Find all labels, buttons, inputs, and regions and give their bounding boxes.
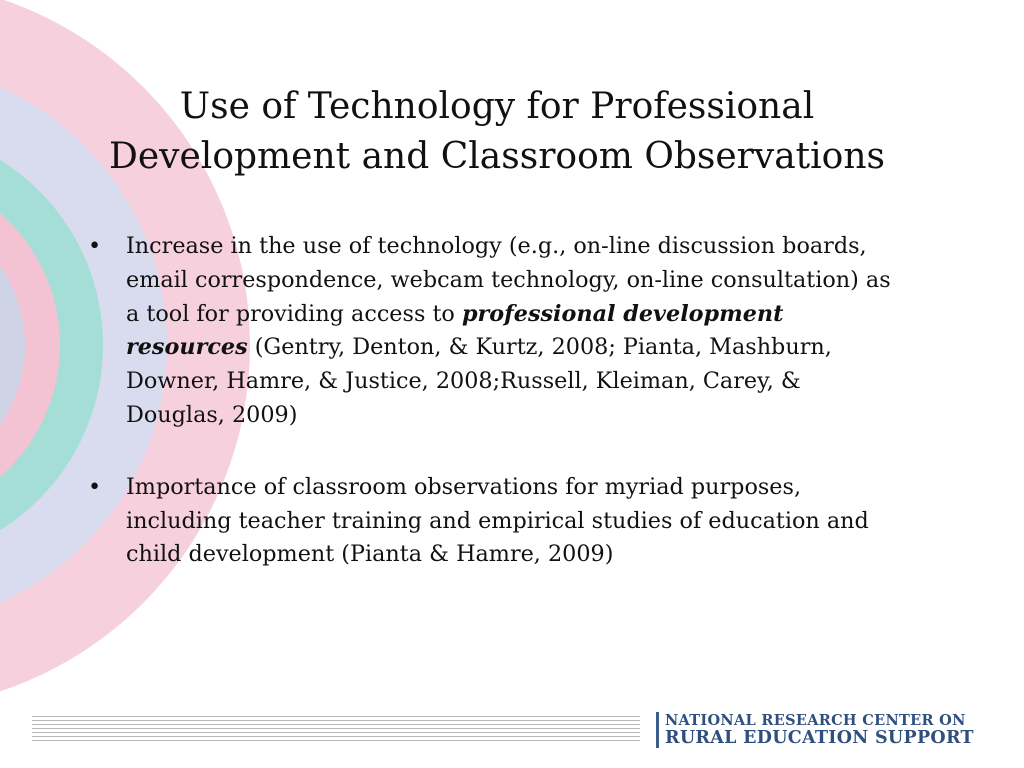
bullet-item-observations — [84, 471, 894, 572]
footer-rule — [32, 720, 640, 721]
bullet-text: Importance of classroom observations for myriad purposes, including teacher training and empirical studies of education and child development (Pianta & Hamre, 2009) — [126, 473, 869, 568]
footer-rule — [32, 724, 640, 725]
footer-rule — [32, 736, 640, 737]
bullet-text-before: Increase in the use of technology (e.g., on-line discussion boards, email correspondence, webcam technology, on-line consultation) as a tool for providing access to — [126, 233, 891, 327]
footer-rule-lines — [32, 716, 640, 742]
logo-text — [665, 712, 974, 748]
logo-line-1: NATIONAL RESEARCH CENTER ON — [665, 712, 966, 729]
footer-rule — [32, 716, 640, 717]
bullet-marker: • — [88, 233, 102, 259]
logo-line-2: RURAL EDUCATION SUPPORT — [665, 728, 974, 748]
bullet-list — [84, 230, 894, 610]
logo-bar — [656, 712, 659, 748]
bullet-text-after: (Gentry, Denton, & Kurtz, 2008; Pianta, Mashburn, Downer, Hamre, & Justice, 2008;Russell, Kleiman, Carey, & Douglas, 2009) — [126, 334, 832, 428]
footer-rule — [32, 740, 640, 741]
bullet-item-technology — [84, 230, 894, 433]
bullet-emphasis: professional development resources — [126, 300, 784, 361]
bullet-marker: • — [88, 473, 102, 500]
organization-logo — [656, 712, 974, 748]
title-line-2: Development and Classroom Observations — [109, 136, 885, 177]
slide-title — [30, 82, 964, 182]
footer-rule — [32, 728, 640, 729]
footer-rule — [32, 732, 640, 733]
title-line-1: Use of Technology for Professional — [179, 86, 815, 127]
